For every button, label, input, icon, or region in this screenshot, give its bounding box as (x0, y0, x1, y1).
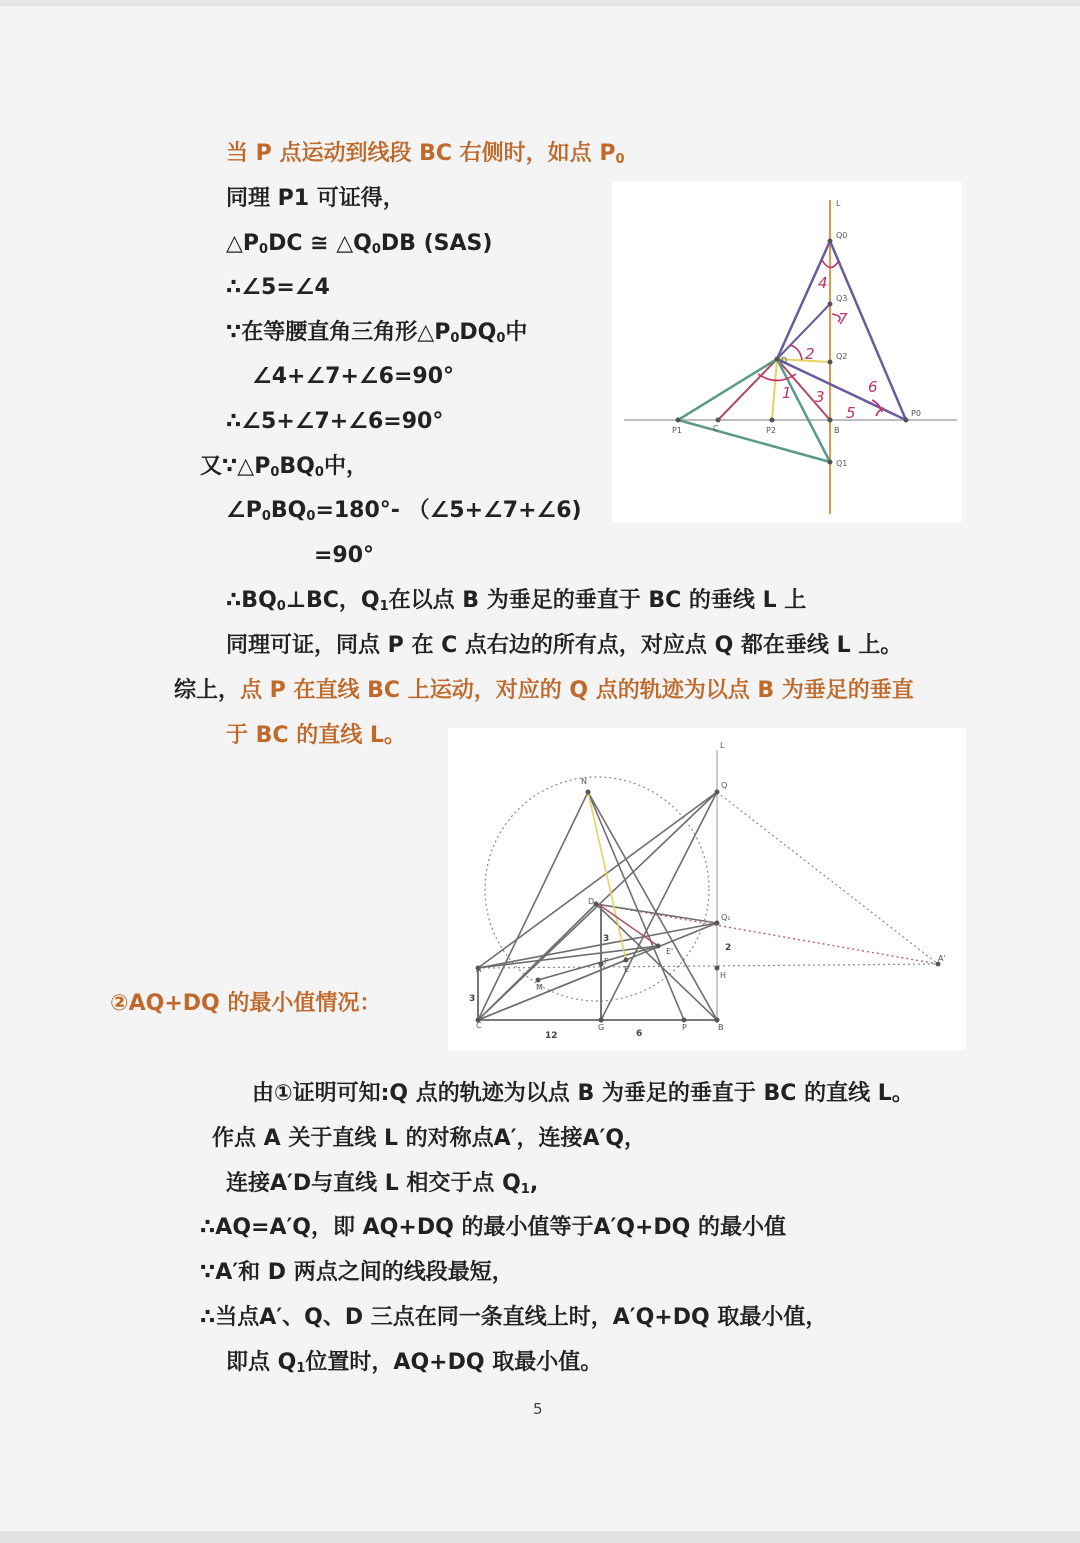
label-q1: Q₁ (721, 913, 731, 922)
section-heading: ②AQ+DQ 的最小值情况： (110, 991, 382, 1016)
text-line-19: ∴AQ=A′Q，即 AQ+DQ 的最小值等于A′Q+DQ 的最小值 (200, 1215, 787, 1240)
text-line-3: $\triangle P_0DC$ ≅ $\triangle Q_0DB$ (SAS) (226, 231, 493, 257)
angle-2: 2 (805, 345, 815, 363)
segment-dq0 (777, 241, 830, 359)
text-line-4: ∴∠5=∠4 (226, 275, 330, 300)
label-l: L (836, 199, 841, 208)
text-line-10: =90° (314, 543, 375, 568)
segment-dq3 (777, 304, 830, 359)
label-q: Q (721, 781, 728, 790)
label-p1: P1 (672, 426, 682, 435)
label-a: A (476, 965, 482, 974)
label-c: C (476, 1021, 482, 1030)
label-q0: Q0 (836, 231, 848, 240)
label-e: E (624, 965, 630, 974)
measure-3-left: 3 (469, 994, 476, 1004)
dotted-q-aprime (717, 792, 938, 964)
angle-4: 4 (818, 274, 828, 292)
label-p0: P0 (911, 409, 921, 418)
text-line-7: ∴∠5+∠7+∠6=90° (226, 409, 444, 434)
label-b: B (834, 426, 840, 435)
label-h: H (720, 971, 727, 980)
angle-5: 5 (846, 404, 856, 422)
text-line-21: ∴当点A′、Q、D 三点在同一条直线上时，A′Q+DQ 取最小值， (200, 1305, 828, 1330)
text-line-5: ∵在等腰直角三角形$\triangle P_0DQ_0$中 (226, 320, 528, 346)
text-line-6: ∠4+∠7+∠6=90° (252, 364, 455, 389)
text-line-22: 即点 $Q_1$位置时，AQ+DQ 取最小值。 (226, 1350, 603, 1376)
page-number: 5 (533, 1400, 543, 1418)
segment-dp0 (777, 359, 906, 420)
measure-2: 2 (725, 943, 732, 953)
text-line-18: 连接A′D与直线 L 相交于点 $Q_1$, (226, 1171, 539, 1197)
figure-1-geometry (612, 182, 962, 522)
label-c: C (713, 424, 719, 433)
figure-1-svg (612, 182, 962, 522)
label-m: M (536, 983, 543, 992)
label-l: L (720, 741, 725, 750)
segment-p1q1 (678, 420, 830, 462)
label-e-prime: E' (666, 947, 674, 956)
label-d: D (781, 356, 788, 365)
text-line-12: 同理可证，同点 P 在 C 点右边的所有点，对应点 Q 都在垂线 L 上。 (226, 633, 903, 658)
label-q1: Q1 (836, 459, 848, 468)
text-line-14: 于 BC 的直线 L。 (226, 723, 406, 748)
label-f: F (604, 957, 609, 966)
figure-2-points (476, 790, 941, 1023)
text-line-8: 又$\because\triangle P_0BQ_0$中， (200, 454, 368, 480)
text-line-2: 同理 P1 可证得， (226, 186, 405, 211)
text-line-11: $\therefore BQ_0\perp BC$，$Q_1$在以点 B 为垂足的垂直于 BC 的垂线 L 上 (226, 588, 807, 614)
figure-1-points (676, 239, 909, 465)
label-b: B (718, 1023, 724, 1032)
label-p2: P2 (766, 426, 776, 435)
segment-yellow-1 (772, 359, 777, 420)
figure-2-svg (448, 728, 966, 1050)
angle-7: 7 (838, 310, 848, 328)
text-line-17: 作点 A 关于直线 L 的对称点A′，连接A′Q， (212, 1126, 647, 1151)
angle-6: 6 (868, 378, 878, 396)
label-a-prime: A' (938, 954, 946, 963)
text-line-9: $\angle P_0BQ_0=180^\circ-$ （∠5+∠7+∠6) (226, 498, 582, 524)
measure-12: 12 (545, 1031, 558, 1041)
label-d: D (588, 897, 595, 906)
measure-6: 6 (636, 1029, 643, 1039)
angle-1: 1 (782, 384, 792, 402)
text-line-16: 由①证明可知:Q 点的轨迹为以点 B 为垂足的垂直于 BC 的直线 L。 (252, 1081, 914, 1106)
angle-3: 3 (815, 388, 825, 406)
top-edge (0, 0, 1080, 6)
figure-2-geometry (448, 728, 966, 1050)
text-line-13: 综上，点 P 在直线 BC 上运动，对应的 Q 点的轨迹为以点 B 为垂足的垂直 (174, 678, 914, 703)
measure-3-center: 3 (603, 934, 610, 944)
text-line-1: 当 P 点运动到线段 BC 右侧时，如点 $P_0$ (226, 141, 625, 167)
label-q2: Q2 (836, 352, 848, 361)
dotted-a-aprime (478, 964, 938, 968)
bottom-edge (0, 1531, 1080, 1543)
text-line-20: ∵A′和 D 两点之间的线段最短， (200, 1260, 514, 1285)
label-g: G (598, 1023, 605, 1032)
label-p: P (682, 1023, 687, 1032)
label-q3: Q3 (836, 294, 848, 303)
label-n: N (581, 777, 587, 786)
